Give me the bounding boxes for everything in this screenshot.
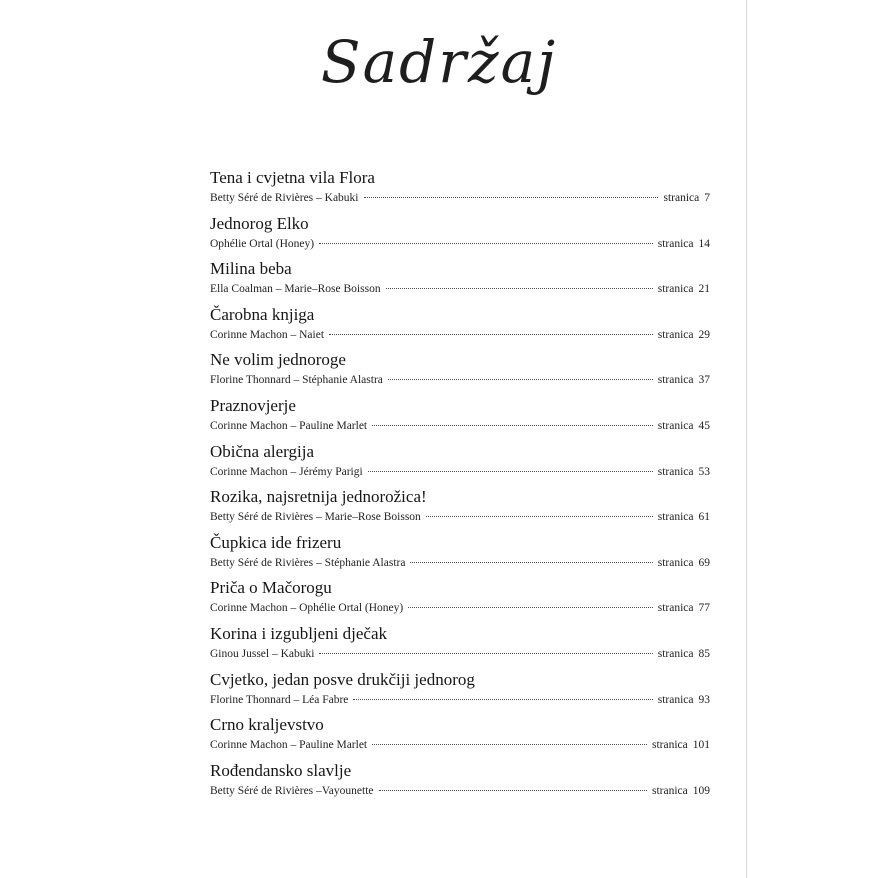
story-title: Praznovjerje xyxy=(210,395,296,415)
page-number: 29 xyxy=(698,328,710,341)
leader-dots xyxy=(329,334,653,335)
leader-dots xyxy=(372,744,647,745)
page-label: stranica xyxy=(657,283,694,296)
page-label: stranica xyxy=(657,693,694,706)
entry-details xyxy=(210,692,710,708)
page-label: stranica xyxy=(657,419,694,432)
toc-entry[interactable] xyxy=(210,623,710,669)
page-number: 45 xyxy=(698,419,710,432)
leader-dots xyxy=(372,425,653,426)
page-reference xyxy=(658,600,710,616)
leader-dots xyxy=(319,243,653,244)
entry-details xyxy=(210,464,710,480)
leader-dots xyxy=(408,607,653,608)
leader-dots xyxy=(388,379,653,380)
page-reference xyxy=(652,737,710,753)
page-reference xyxy=(658,646,710,662)
leader-dots xyxy=(426,516,653,517)
toc-entry[interactable] xyxy=(210,441,710,487)
page-number: 85 xyxy=(698,647,710,660)
page-reference xyxy=(658,418,710,434)
story-title: Crno kraljevstvo xyxy=(210,715,324,735)
page-number: 61 xyxy=(698,511,710,524)
page-number: 53 xyxy=(698,465,710,478)
toc-entry[interactable] xyxy=(210,532,710,578)
page-label: stranica xyxy=(657,602,694,615)
leader-dots xyxy=(368,471,653,472)
table-of-contents xyxy=(210,167,710,805)
leader-dots xyxy=(364,197,659,198)
page-number: 37 xyxy=(698,374,710,387)
entry-details xyxy=(210,236,710,252)
toc-entry[interactable] xyxy=(210,167,710,213)
entry-details xyxy=(210,600,710,616)
entry-details xyxy=(210,555,710,571)
toc-entry[interactable] xyxy=(210,669,710,715)
page-number: 21 xyxy=(698,283,710,296)
story-authors: Corinne Machon – Pauline Marlet xyxy=(210,739,368,752)
page-number: 109 xyxy=(692,784,710,797)
page-reference xyxy=(658,555,710,571)
story-title: Korina i izgubljeni dječak xyxy=(210,623,388,643)
story-title: Milina beba xyxy=(210,259,292,279)
story-title: Ne volim jednoroge xyxy=(210,350,346,370)
toc-entry[interactable] xyxy=(210,714,710,760)
page-reference xyxy=(658,509,710,525)
story-authors: Ella Coalman – Marie–Rose Boisson xyxy=(210,283,381,296)
page-reference xyxy=(663,190,710,206)
entry-details xyxy=(210,509,710,525)
entry-details xyxy=(210,418,710,434)
story-authors: Betty Séré de Rivières –Vayounette xyxy=(210,784,374,797)
page-label: stranica xyxy=(663,192,700,204)
page-number: 7 xyxy=(704,192,710,204)
story-authors: Corinne Machon – Ophélie Ortal (Honey) xyxy=(210,602,404,615)
page-number: 77 xyxy=(698,602,710,615)
toc-entry[interactable] xyxy=(210,760,710,806)
story-title: Tena i cvjetna vila Flora xyxy=(210,168,375,187)
page-reference xyxy=(658,236,710,252)
story-title: Čupkica ide frizeru xyxy=(210,532,342,552)
story-authors: Betty Séré de Rivières – Kabuki xyxy=(210,192,359,204)
page-reference xyxy=(658,327,710,343)
story-authors: Florine Thonnard – Stéphanie Alastra xyxy=(210,374,383,387)
story-authors: Ophélie Ortal (Honey) xyxy=(210,237,315,250)
entry-details xyxy=(210,737,710,753)
page-number: 93 xyxy=(698,693,710,706)
story-authors: Corinne Machon – Pauline Marlet xyxy=(210,419,368,432)
toc-entry[interactable] xyxy=(210,213,710,259)
story-authors: Florine Thonnard – Léa Fabre xyxy=(210,693,349,706)
leader-dots xyxy=(410,562,652,563)
entry-details xyxy=(210,190,710,206)
page-label: stranica xyxy=(651,739,688,752)
page-label: stranica xyxy=(657,556,694,569)
page-label: stranica xyxy=(657,328,694,341)
page-label: stranica xyxy=(657,465,694,478)
entry-details xyxy=(210,646,710,662)
page-label: stranica xyxy=(657,511,694,524)
toc-entry[interactable] xyxy=(210,486,710,532)
story-title: Rozika, najsretnija jednorožica! xyxy=(210,487,427,507)
page-label: stranica xyxy=(657,374,694,387)
story-title: Obična alergija xyxy=(210,441,315,461)
page-label: stranica xyxy=(657,237,694,250)
story-authors: Ginou Jussel – Kabuki xyxy=(210,647,315,660)
toc-entry[interactable] xyxy=(210,349,710,395)
leader-dots xyxy=(379,790,647,791)
story-authors: Betty Séré de Rivières – Marie–Rose Boisson xyxy=(210,511,421,524)
story-authors: Corinne Machon – Naiet xyxy=(210,328,325,341)
story-title: Priča o Mačorogu xyxy=(210,578,332,598)
page-reference xyxy=(658,372,710,388)
story-title: Čarobna knjiga xyxy=(210,304,315,324)
entry-details xyxy=(210,783,710,799)
page-reference xyxy=(658,464,710,480)
page-title: Sadržaj xyxy=(320,28,558,96)
story-authors: Betty Séré de Rivières – Stéphanie Alastra xyxy=(210,556,406,569)
story-title: Rođendansko slavlje xyxy=(210,760,352,780)
leader-dots xyxy=(386,288,653,289)
entry-details xyxy=(210,372,710,388)
page-reference xyxy=(652,783,710,799)
toc-entry[interactable] xyxy=(210,304,710,350)
page-number: 14 xyxy=(698,237,710,250)
page-reference xyxy=(658,281,710,297)
entry-details xyxy=(210,327,710,343)
story-title: Jednorog Elko xyxy=(210,213,309,233)
toc-entry[interactable] xyxy=(210,577,710,623)
leader-dots xyxy=(319,653,652,654)
page-label: stranica xyxy=(651,784,688,797)
page-edge-divider xyxy=(746,0,747,878)
page-number: 69 xyxy=(698,556,710,569)
page-label: stranica xyxy=(657,647,694,660)
leader-dots xyxy=(353,699,652,700)
toc-entry[interactable] xyxy=(210,258,710,304)
story-authors: Corinne Machon – Jérémy Parigi xyxy=(210,465,363,478)
toc-entry[interactable] xyxy=(210,395,710,441)
entry-details xyxy=(210,281,710,297)
story-title: Cvjetko, jedan posve drukčiji jednorog xyxy=(210,669,475,689)
page-reference xyxy=(658,692,710,708)
page-number: 101 xyxy=(692,739,710,752)
